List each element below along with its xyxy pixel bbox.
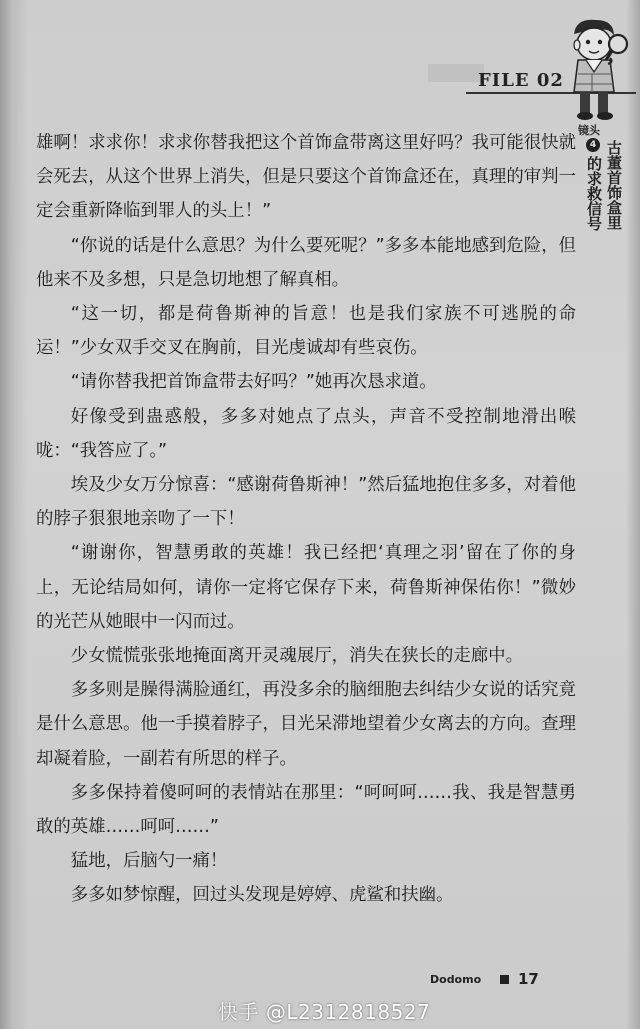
chapter-title-col-1: 古董首饰盒里 [605,140,623,230]
paragraph-11: 猛地，后脑勺一痛！ [70,851,228,872]
footer-square-icon [500,975,509,984]
paragraph-6: 埃及少女万分惊喜：“感谢荷鲁斯神！”然后猛地抱住多多，对着他的脖子狠狠地亲吻了一下！ [36,475,576,530]
file-label: FILE 02 [478,70,564,91]
paragraph-2: “你说的话是什么意思？为什么要死呢？”多多本能地感到危险，但他来不及多想，只是急切地想了解真相。 [36,235,576,290]
body-text [36,126,576,913]
paragraph-8: 少女慌慌张张地掩面离开灵魂展厅，消失在狭长的走廊中。 [70,646,523,667]
page-gutter-shadow [0,0,28,1029]
paragraph-10: 多多保持着傻呵呵的表情站在那里：“呵呵呵……我、我是智慧勇敢的英雄……呵呵……” [36,782,576,838]
chapter-tag-label: 镜头 [578,124,600,137]
paragraph-9: 多多则是臊得满脸通红，再没多余的脑细胞去纠结少女说的话究竟是什么意思。他一手摸着脖子，目光呆滞地望着少女离去的方向。查理却凝着脸，一副若有所思的样子。 [36,680,576,769]
watermark: 快手 @L2312818527 [218,1000,431,1024]
paragraph-7: “谢谢你，智慧勇敢的英雄！我已经把‘真理之羽’留在了你的身上，无论结局如何，请你一定将它保存下来，荷鲁斯神保佑你！”微妙的光芒从她眼中一闪而过。 [36,543,576,632]
paragraph-5: 好像受到蛊惑般，多多对她点了点头，声音不受控制地滑出喉咙：“我答应了。” [36,406,576,461]
paragraph-4: “请你替我把首饰盒带去好吗？”她再次恳求道。 [70,372,437,393]
footer-brand: Dodomo [430,973,482,986]
detective-mascot-icon [552,14,634,122]
paragraph-1: 雄啊！求求你！求求你替我把这个首饰盒带离这里好吗？我可能很快就会死去，从这个世界上消失，但是只要这个首饰盒还在，真理的审判一定会重新降临到罪人的头上！” [36,133,576,222]
chapter-title-col-2: 的求救信号 [585,156,603,231]
paragraph-12: 多多如梦惊醒，回过头发现是婷婷、虎鲨和扶幽。 [70,885,454,906]
page-footer [430,970,550,992]
page-number: 17 [518,970,539,988]
chapter-number-badge: 4 [586,138,600,152]
chapter-tag [572,122,632,262]
paragraph-3: “这一切，都是荷鲁斯神的旨意！也是我们家族不可逃脱的命运！”少女双手交叉在胸前，目光虔诚却有些哀伤。 [36,304,576,359]
